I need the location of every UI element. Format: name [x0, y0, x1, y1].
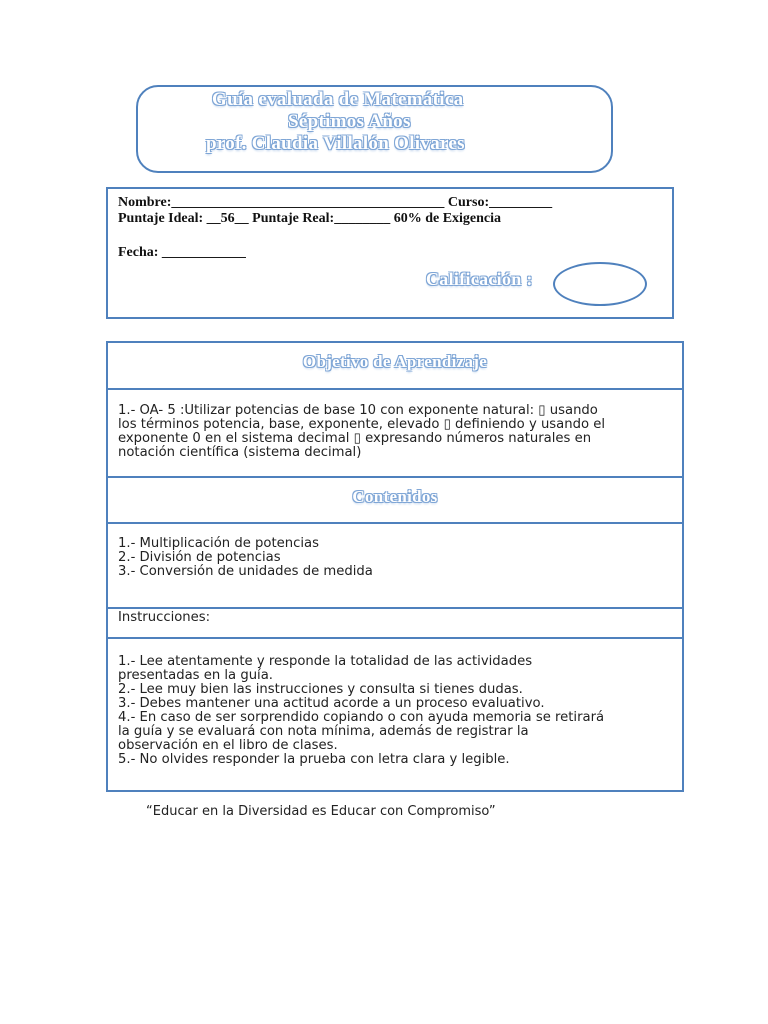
instrucciones-heading-cell — [108, 609, 682, 639]
objetivo-line: 1.- OA- 5 :Utilizar potencias de base 10 con exponente natural: ▯ usando — [118, 403, 598, 418]
objetivo-heading: Objetivo de Aprendizaje — [302, 352, 488, 371]
title-box — [136, 85, 613, 173]
instrucciones-body-cell — [108, 639, 682, 790]
instruccion-line: la guía y se evaluará con nota mínima, además de registrar la — [118, 724, 529, 739]
objetivo-text — [108, 390, 682, 460]
instruccion-line: 3.- Debes mantener una actitud acorde a un proceso evaluativo. — [118, 696, 545, 711]
guide-table — [106, 341, 684, 792]
puntaje-row: Puntaje Ideal: __56__ Puntaje Real:________ 60% de Exigencia — [118, 211, 502, 226]
title-line-1: Guía evaluada de Matemática — [212, 89, 464, 110]
calificacion-label: Calificación : — [426, 269, 533, 289]
instruccion-line: presentadas en la guía. — [118, 668, 273, 683]
contenido-item: 1.- Multiplicación de potencias — [118, 536, 319, 551]
instruccion-line: 2.- Lee muy bien las instrucciones y consulta si tienes dudas. — [118, 682, 523, 697]
contenidos-heading-cell — [108, 478, 682, 524]
title-line-3: prof. Claudia Villalón Olivares — [206, 133, 465, 154]
instruccion-line: observación en el libro de clases. — [118, 738, 338, 753]
instrucciones-heading: Instrucciones: — [118, 610, 211, 625]
instruccion-line: 1.- Lee atentamente y responde la totalidad de las actividades — [118, 654, 533, 669]
instruccion-line: 5.- No olvides responder la prueba con letra clara y legible. — [118, 752, 510, 767]
objetivo-line: notación científica (sistema decimal) — [118, 445, 362, 460]
contenidos-body-cell — [108, 524, 682, 609]
grade-oval — [553, 262, 647, 306]
motto-quote: “Educar en la Diversidad es Educar con Compromiso” — [146, 804, 496, 819]
objetivo-heading-cell — [108, 343, 682, 390]
instruccion-line: 4.- En caso de ser sorprendido copiando o con ayuda memoria se retirará — [118, 710, 605, 725]
title-line-2: Séptimos Años — [288, 111, 411, 132]
fecha-field: Fecha: ____________ — [118, 245, 246, 260]
nombre-curso-field: Nombre:_______________________________________ Curso:_________ — [118, 195, 553, 210]
instrucciones-list — [108, 639, 682, 767]
objetivo-body-cell — [108, 390, 682, 478]
contenido-item: 2.- División de potencias — [118, 550, 281, 565]
objetivo-line: exponente 0 en el sistema decimal ▯ expresando números naturales en — [118, 431, 592, 446]
contenidos-list — [108, 524, 682, 579]
objetivo-line: los términos potencia, base, exponente, elevado ▯ definiendo y usando el — [118, 417, 606, 432]
contenidos-heading: Contenidos — [352, 487, 438, 506]
student-info-box — [106, 187, 674, 319]
contenido-item: 3.- Conversión de unidades de medida — [118, 564, 373, 579]
